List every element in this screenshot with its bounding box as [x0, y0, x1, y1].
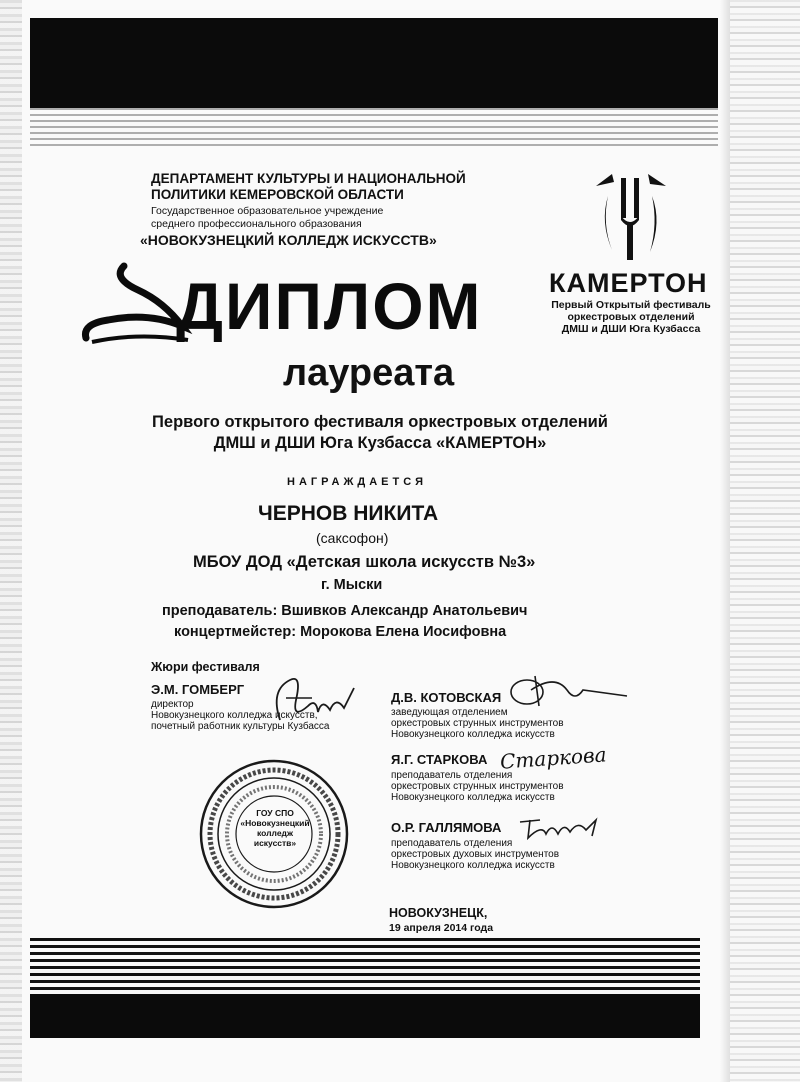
instrument: (саксофон) — [316, 530, 389, 546]
institution-line1: Государственное образовательное учреждение — [151, 205, 384, 217]
school-city: г. Мыски — [321, 577, 383, 593]
scan-edge-right — [730, 0, 800, 1082]
stamp-center-text — [236, 808, 314, 848]
jury-member-name: Я.Г. СТАРКОВА — [391, 752, 488, 767]
laureate-name: ЧЕРНОВ НИКИТА — [258, 502, 439, 525]
jury-member-role: Новокузнецкого колледжа искусств — [391, 729, 555, 740]
festival-line2: ДМШ и ДШИ Юга Кузбасса «КАМЕРТОН» — [213, 434, 547, 452]
top-black-band — [30, 18, 718, 108]
jury-member-name: Д.В. КОТОВСКАЯ — [391, 690, 502, 705]
department-line1: ДЕПАРТАМЕНТ КУЛЬТУРЫ И НАЦИОНАЛЬНОЙ — [151, 171, 466, 186]
college-name: «НОВОКУЗНЕЦКИЙ КОЛЛЕДЖ ИСКУССТВ» — [140, 232, 437, 248]
accompanist: концертмейстер: Морокова Елена Иосифовна — [174, 624, 507, 640]
jury-member-name: Э.М. ГОМБЕРГ — [151, 682, 245, 697]
stamp-line: искусств» — [253, 838, 297, 848]
jury-member-role: заведующая отделением — [391, 707, 508, 718]
scan-edge-shadow — [720, 0, 730, 1082]
diploma-subtitle: лауреата — [283, 352, 455, 394]
footer-city: НОВОКУЗНЕЦК, — [389, 906, 488, 920]
jury-member-role: Новокузнецкого колледжа искусств — [391, 792, 555, 803]
top-stripe-band — [30, 108, 718, 148]
signature-gomberg — [266, 670, 362, 730]
jury-member-role: оркестровых духовых инструментов — [391, 849, 560, 860]
signature-kotovskaya — [505, 668, 635, 712]
jury-member-role: директор — [151, 699, 194, 710]
festival-logo-sub3: ДМШ и ДШИ Юга Кузбасса — [561, 323, 701, 335]
jury-member-role: преподаватель отделения — [391, 770, 513, 781]
teacher: преподаватель: Вшивков Александр Анатольевич — [162, 603, 528, 619]
department-line2: ПОЛИТИКИ КЕМЕРОВСКОЙ ОБЛАСТИ — [151, 187, 404, 202]
institution-line2: среднего профессионального образования — [151, 218, 362, 230]
footer-date: 19 апреля 2014 года — [389, 922, 494, 934]
festival-logo-name: КАМЕРТОН — [549, 268, 708, 298]
stamp-line: ГОУ СПО — [256, 808, 294, 818]
jury-member-role: Новокузнецкого колледжа искусств, — [151, 710, 318, 721]
awarded-label: НАГРАЖДАЕТСЯ — [287, 476, 428, 488]
jury-member-role: Новокузнецкого колледжа искусств — [391, 860, 555, 871]
bottom-black-band — [30, 994, 700, 1038]
official-stamp — [198, 758, 350, 910]
jury-member-role: преподаватель отделения — [391, 838, 513, 849]
diploma-title: ДИПЛОМ — [176, 269, 483, 343]
jury-header: Жюри фестиваля — [151, 660, 260, 674]
scan-edge-left — [0, 0, 22, 1082]
festival-logo-sub2: оркестровых отделений — [567, 311, 695, 323]
jury-member-name: О.Р. ГАЛЛЯМОВА — [391, 820, 502, 835]
stamp-line: «Новокузнецкий — [240, 818, 310, 828]
tuning-fork-icon — [590, 172, 670, 266]
festival-line1: Первого открытого фестиваля оркестровых отделений — [152, 413, 608, 431]
festival-logo-sub1: Первый Открытый фестиваль — [551, 299, 711, 311]
jury-member-role: оркестровых струнных инструментов — [391, 781, 564, 792]
bottom-stripe-band — [30, 938, 700, 994]
signature-gallyamova — [516, 814, 606, 842]
stamp-line: колледж — [257, 828, 293, 838]
signature-starkova: Старкова — [499, 742, 608, 774]
jury-member-role: почетный работник культуры Кузбасса — [151, 721, 330, 732]
school-name: МБОУ ДОД «Детская школа искусств №3» — [193, 553, 536, 571]
jury-member-role: оркестровых струнных инструментов — [391, 718, 564, 729]
